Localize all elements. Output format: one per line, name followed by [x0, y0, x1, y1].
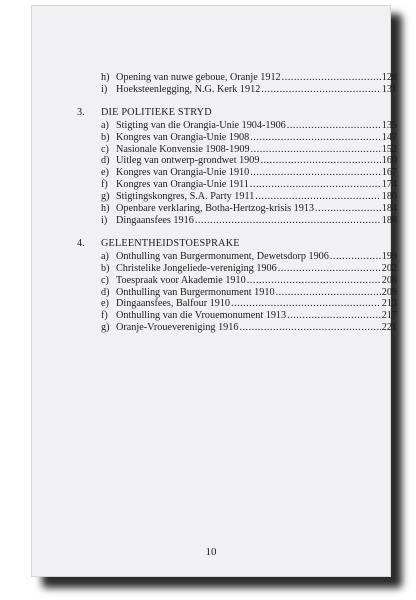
- dot-leader: [250, 132, 380, 144]
- entry-title: Onthulling van Burgermonument 1910: [116, 286, 275, 298]
- dot-leader: [247, 275, 381, 287]
- dot-leader: [250, 179, 381, 191]
- toc-entry: [101, 120, 397, 132]
- entry-page-number: 147: [381, 131, 397, 143]
- entry-page-number: 221: [381, 322, 397, 334]
- entry-title: Nasionale Konvensie 1908-1909: [116, 143, 250, 155]
- dot-leader: [261, 84, 380, 96]
- dot-leader: [255, 191, 380, 203]
- entry-list: [77, 120, 397, 227]
- entry-letter: h): [101, 72, 110, 83]
- entry-title: Stigtingskongres, S.A. Party 1911: [116, 191, 255, 203]
- entry-page-number: 209: [381, 286, 397, 298]
- entry-letter: c): [101, 274, 109, 286]
- entry-page-number: 206: [381, 274, 397, 286]
- toc-section: [77, 238, 397, 334]
- entry-page-number: 167: [381, 167, 397, 179]
- toc-entry: [101, 84, 397, 96]
- toc-entry: [101, 179, 397, 191]
- entry-letter: c): [101, 143, 109, 155]
- entry-page-number: 174: [381, 179, 397, 191]
- entry-title: Dingaansfees 1916: [116, 214, 194, 226]
- entry-title: Toespraak voor Akademie 1910: [116, 274, 246, 286]
- dot-leader: [239, 322, 380, 334]
- entry-page-number: 202: [381, 262, 397, 274]
- entry-title: Uitleg van ontwerp-grondwet 1909: [116, 155, 260, 167]
- entry-letter: e): [101, 298, 109, 310]
- entry-title: Kongres van Orangia-Unie 1908: [116, 131, 250, 143]
- toc-entry: [101, 287, 397, 299]
- toc-entry: [101, 144, 397, 156]
- dot-leader: [282, 72, 381, 84]
- entry-letter: e): [101, 167, 109, 179]
- toc-entry: [101, 72, 397, 84]
- toc-entry: [101, 215, 397, 227]
- entry-letter: b): [101, 262, 110, 274]
- toc-entry: [101, 298, 397, 310]
- entry-list: [77, 72, 397, 96]
- entry-page-number: 128: [381, 72, 397, 83]
- entry-letter: i): [101, 214, 108, 226]
- entry-page-number: 160: [381, 155, 397, 167]
- entry-title: Christelike Jongeliede-vereniging 1906: [116, 262, 277, 274]
- entry-page-number: 131: [381, 83, 397, 95]
- section-title: DIE POLITIEKE STRYD: [101, 106, 212, 118]
- entry-letter: d): [101, 155, 110, 167]
- dot-leader: [278, 263, 381, 275]
- document-page: [32, 6, 397, 576]
- entry-title: Opening van nuwe geboue, Oranje 1912: [116, 72, 281, 83]
- dot-leader: [260, 155, 380, 167]
- toc-entry: [101, 322, 397, 334]
- entry-letter: g): [101, 322, 110, 334]
- dot-leader: [250, 167, 380, 179]
- section-title: GELEENTHEIDSTOESPRAKE: [101, 237, 240, 249]
- entry-letter: a): [101, 119, 109, 131]
- entry-page-number: 180: [381, 191, 397, 203]
- entry-title: Openbare verklaring, Botha-Hertzog-krisis 1913: [116, 203, 315, 215]
- entry-title: Dingaansfees, Balfour 1910: [116, 298, 231, 310]
- entry-page-number: 217: [381, 310, 397, 322]
- entry-letter: h): [101, 203, 110, 215]
- dot-leader: [251, 144, 381, 156]
- toc-entry: [101, 132, 397, 144]
- section-number: 4.: [77, 237, 85, 249]
- entry-title: Oranje-Vrouevereniging 1916: [116, 322, 239, 334]
- entry-title: Onthulling van die Vrouemonument 1913: [116, 310, 287, 322]
- entry-letter: f): [101, 310, 108, 322]
- dot-leader: [330, 251, 381, 263]
- toc-entry: [101, 191, 397, 203]
- toc-entry: [101, 310, 397, 322]
- dot-leader: [276, 287, 381, 299]
- toc-entry: [101, 251, 397, 263]
- entry-page-number: 184: [381, 203, 397, 215]
- entry-title: Onthulling van Burgermonument, Dewetsdorp 1906: [116, 250, 329, 262]
- entry-page-number: 135: [381, 119, 397, 131]
- entry-list: [77, 251, 397, 334]
- dot-leader: [195, 215, 381, 227]
- entry-title: Hoeksteenlegging, N.G. Kerk 1912: [116, 83, 261, 95]
- dot-leader: [287, 120, 381, 132]
- dot-leader: [231, 298, 381, 310]
- entry-letter: g): [101, 191, 110, 203]
- entry-letter: i): [101, 83, 108, 95]
- toc-entry: [101, 155, 397, 167]
- table-of-contents: [77, 72, 397, 345]
- section-heading: [77, 238, 397, 250]
- entry-letter: f): [101, 179, 108, 191]
- toc-section: [77, 72, 397, 96]
- entry-title: Stigting van die Orangia-Unie 1904-1906: [116, 119, 286, 131]
- toc-entry: [101, 275, 397, 287]
- dot-leader: [315, 203, 381, 215]
- section-heading: [77, 107, 397, 119]
- toc-entry: [101, 167, 397, 179]
- entry-page-number: 213: [381, 298, 397, 310]
- entry-page-number: 199: [381, 250, 397, 262]
- page-number: 10: [205, 546, 217, 558]
- entry-letter: a): [101, 250, 109, 262]
- entry-title: Kongres van Orangia-Unie 1910: [116, 167, 250, 179]
- entry-page-number: 188: [381, 214, 397, 226]
- toc-section: [77, 107, 397, 227]
- dot-leader: [287, 310, 381, 322]
- entry-letter: b): [101, 131, 110, 143]
- toc-entry: [101, 203, 397, 215]
- section-number: 3.: [77, 106, 85, 118]
- entry-letter: d): [101, 286, 110, 298]
- entry-page-number: 152: [381, 143, 397, 155]
- entry-title: Kongres van Orangia-Unie 1911: [116, 179, 249, 191]
- toc-entry: [101, 263, 397, 275]
